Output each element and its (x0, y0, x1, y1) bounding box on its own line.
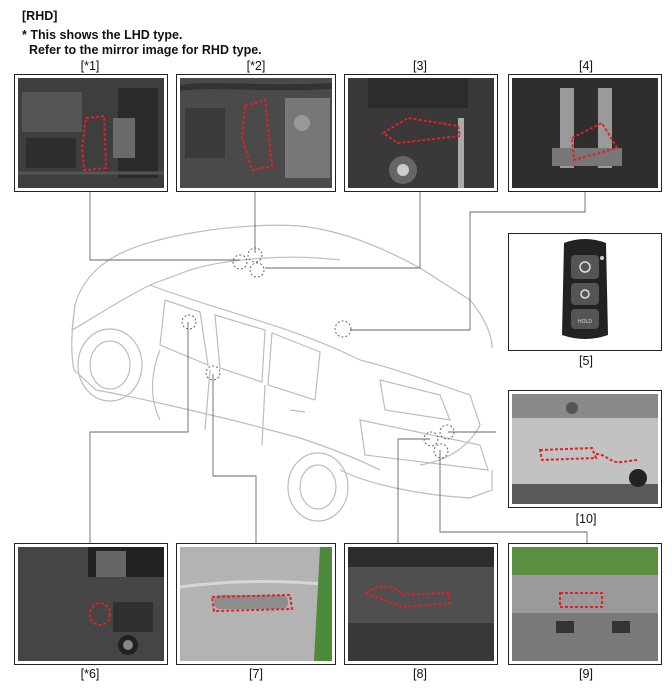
vehicle-outline (72, 225, 492, 521)
location-markers (182, 248, 454, 458)
panel-8-label: [8] (413, 667, 427, 681)
panel-10-label: [10] (575, 512, 597, 526)
panel-7-label: [7] (249, 667, 263, 681)
panel-3-photo (344, 74, 498, 192)
location-marker-3 (250, 263, 264, 277)
panel-4-label: [4] (579, 59, 593, 73)
panel-2-label: [*2] (246, 59, 266, 73)
panel-9-photo (508, 543, 662, 665)
panel-6-photo (14, 543, 168, 665)
panel-5-label: [5] (579, 354, 593, 368)
location-marker-1 (233, 255, 247, 269)
panel-1-photo (14, 74, 168, 192)
panel-2-photo (176, 74, 336, 192)
header-title: [RHD] (22, 9, 58, 23)
panel-8-photo (344, 543, 498, 665)
panel-5-photo (508, 233, 662, 351)
panel-9-label: [9] (579, 667, 593, 681)
panel-1-label: [*1] (80, 59, 100, 73)
key-fob-lettering: HOLD (578, 319, 592, 325)
panel-10-photo (508, 390, 662, 508)
header-note-line1: * This shows the LHD type. (22, 28, 183, 42)
panel-4-photo (508, 74, 662, 192)
location-marker-9 (434, 444, 448, 458)
panel-3-label: [3] (413, 59, 427, 73)
panel-6-label: [*6] (80, 667, 100, 681)
location-marker-4 (335, 321, 351, 337)
panel-7-photo (176, 543, 336, 665)
header-note-line2: Refer to the mirror image for RHD type. (22, 43, 262, 57)
location-marker-6 (182, 315, 196, 329)
